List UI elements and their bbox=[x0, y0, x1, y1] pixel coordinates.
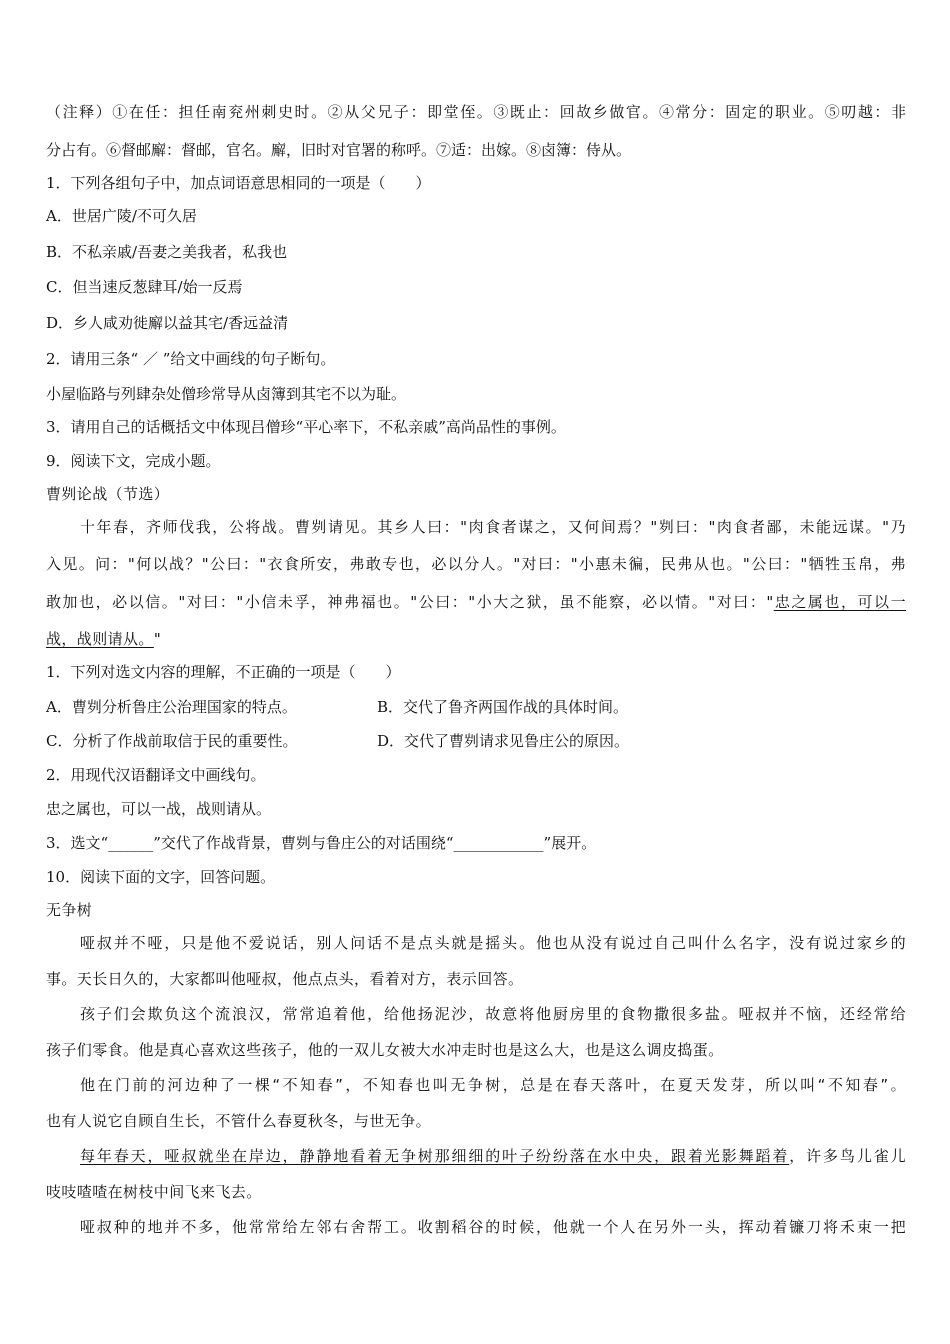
story-p1-line-2: 事。天长日久的，大家都叫他哑叔，他点点头，看着对方，表示回答。 bbox=[46, 970, 524, 988]
question-3-prompt: 3．请用自己的话概括文中体现吕僧珍“平心率下，不私亲戚”高尚品性的事例。 bbox=[46, 418, 566, 436]
question-9-1-prompt: 1．下列对选文内容的理解，不正确的一项是（ ） bbox=[46, 663, 401, 681]
question-1-option-c: C．但当速反葱肆耳/始一反焉 bbox=[46, 278, 243, 296]
story-p4-line-1-rest: ，许多鸟儿雀儿 bbox=[789, 1147, 906, 1165]
question-9-1-option-c: C．分析了作战前取信于民的重要性。 bbox=[46, 732, 298, 750]
passage-line-2: 入见。问："何以战？"公曰："衣食所安，弗敢专也，必以分人。"对曰："小惠未徧，民弗从也。"公曰："牺牲玉帛，弗 bbox=[46, 555, 906, 573]
story-p4-line-2: 吱吱喳喳在树枝中间飞来飞去。 bbox=[46, 1183, 262, 1201]
question-9-1-option-b: B．交代了鲁齐两国作战的具体时间。 bbox=[377, 698, 629, 716]
story-p4-line-1 bbox=[80, 1145, 906, 1167]
question-9-2-prompt: 2．用现代汉语翻译文中画线句。 bbox=[46, 766, 266, 784]
underlined-sentence-part-2: 战，战则请从。 bbox=[46, 630, 154, 648]
underlined-sentence-part-1: 忠之属也，可以一 bbox=[773, 593, 906, 611]
passage-line-4 bbox=[46, 628, 906, 650]
note-line-2: 分占有。⑥督邮廨：督邮，官名。廨，旧时对官署的称呼。⑦适：出嫁。⑧卤簿：侍从。 bbox=[46, 141, 632, 159]
note-line-1: （注释）①在任：担任南兖州刺史时。②从父兄子：即堂侄。③既止：回故乡做官。④常分：固定的职业。⑤叨越：非 bbox=[46, 103, 906, 121]
question-1-option-b: B．不私亲戚/吾妻之美我者，私我也 bbox=[46, 243, 288, 261]
question-9-2-sentence: 忠之属也，可以一战，战则请从。 bbox=[46, 800, 272, 818]
question-2-prompt: 2．请用三条“ ／ ”给文中画线的句子断句。 bbox=[46, 350, 336, 368]
story-p2-line-1: 孩子们会欺负这个流浪汉，常常追着他，给他扬泥沙，故意将他厨房里的食物撒很多盐。哑叔并不恼，还经常给 bbox=[80, 1005, 906, 1023]
passage-line-1: 十年春，齐师伐我，公将战。曹刿请见。其乡人曰："肉食者谋之，又何间焉？"刿曰："肉食者鄙，未能远谋。"乃 bbox=[80, 518, 906, 536]
passage-line-3 bbox=[46, 591, 906, 613]
section-9-heading: 9．阅读下文，完成小题。 bbox=[46, 452, 221, 470]
question-9-1-option-d: D．交代了曹刿请求见鲁庄公的原因。 bbox=[377, 732, 630, 750]
passage-line-4-end: " bbox=[153, 630, 162, 648]
story-p3-line-2: 也有人说它自顾自生长，不管什么春夏秋冬，与世无争。 bbox=[46, 1112, 432, 1130]
story-p3-line-1: 他在门前的河边种了一棵“不知春”，不知春也叫无争树，总是在春天落叶，在夏天发芽，所以叫“不知春”。 bbox=[80, 1076, 906, 1094]
passage-line-3-text: 敢加也，必以信。"对曰："小信未孚，神弗福也。"公曰："小大之狱，虽不能察，必以情。"对曰：" bbox=[46, 593, 774, 611]
story-p2-line-2: 孩子们零食。他是真心喜欢这些孩子，他的一双儿女被大水冲走时也是这么大，也是这么调皮捣蛋。 bbox=[46, 1041, 724, 1059]
question-1-prompt: 1．下列各组句子中，加点词语意思相同的一项是（ ） bbox=[46, 174, 431, 192]
passage-title-wuzhengshu: 无争树 bbox=[46, 901, 93, 919]
story-p5-line-1: 哑叔种的地并不多，他常常给左邻右舍帮工。收割稻谷的时候，他就一个人在另外一头，挥动着镰刀将禾束一把 bbox=[80, 1218, 906, 1236]
question-9-3-prompt: 3．选文“______”交代了作战背景，曹刿与鲁庄公的对话围绕“____________”展开。 bbox=[46, 834, 597, 852]
question-1-option-d: D．乡人咸劝徙廨以益其宅/香远益清 bbox=[46, 314, 289, 332]
question-1-option-a: A．世居广陵/不可久居 bbox=[46, 207, 197, 225]
story-p1-line-1: 哑叔并不哑，只是他不爱说话，别人问话不是点头就是摇头。他也从没有说过自己叫什么名字，没有说过家乡的 bbox=[80, 934, 906, 952]
question-2-sentence: 小屋临路与列肆杂处僧珍常导从卤簿到其宅不以为耻。 bbox=[46, 385, 407, 403]
passage-title-caogui: 曹刿论战（节选） bbox=[46, 485, 170, 503]
underlined-story-sentence: 每年春天，哑叔就坐在岸边，静静地看着无争树那细细的叶子纷纷落在水中央，跟着光影舞蹈着 bbox=[80, 1147, 790, 1165]
question-9-1-option-a: A．曹刿分析鲁庄公治理国家的特点。 bbox=[46, 698, 297, 716]
section-10-heading: 10．阅读下面的文字，回答问题。 bbox=[46, 868, 276, 886]
